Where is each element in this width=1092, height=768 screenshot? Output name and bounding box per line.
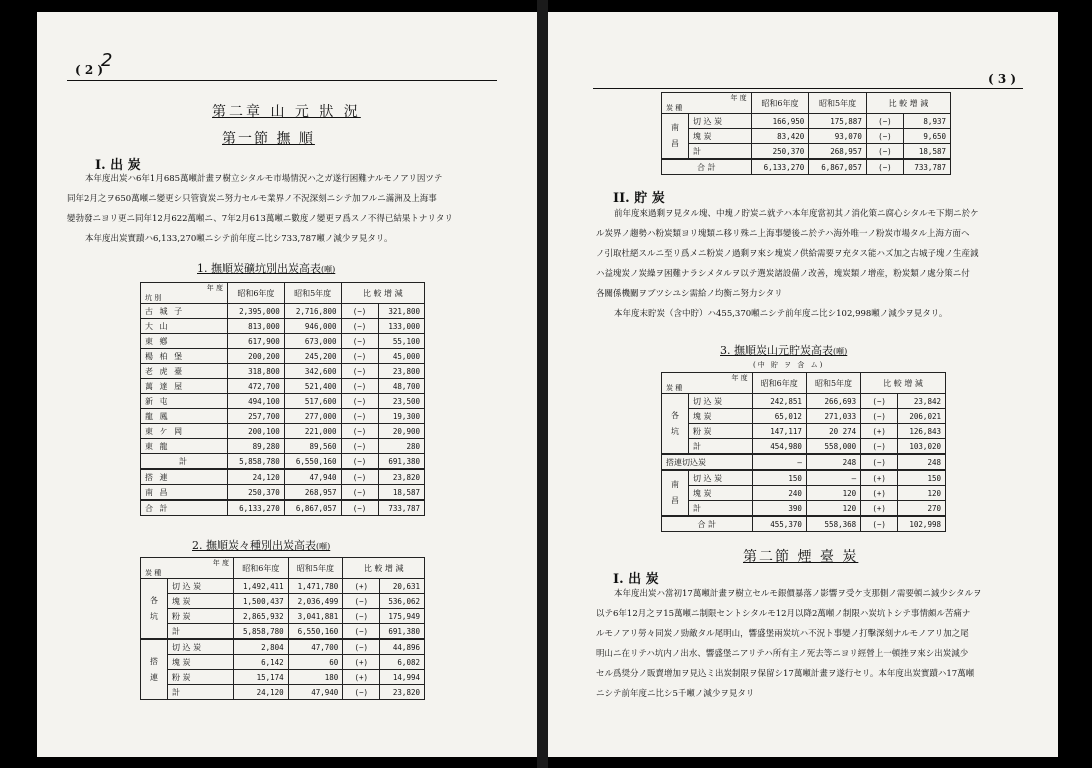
table-row: [662, 470, 946, 486]
paragraph-line: ノ引取杜絕スルニ至リ爲メニ粉炭ノ過剩ヲ來シ塊炭ノ供給需要ヲ充タス能ハズ加之古城子塊ノ生産減: [596, 249, 979, 259]
value-cell: 2,865,932: [234, 609, 289, 624]
value-cell: 6,867,057: [809, 159, 867, 175]
value-cell: 23,500: [378, 394, 424, 409]
value-cell: 6,550,160: [284, 454, 341, 470]
value-cell: 1,492,411: [234, 579, 289, 594]
value-cell: 166,950: [751, 114, 809, 129]
section-title: 第二節 煙 臺 炭: [743, 549, 859, 565]
table-corner-header: [662, 373, 753, 394]
table-row: [662, 409, 946, 424]
value-cell: 8,937: [903, 114, 950, 129]
row-group-label: 南 昌: [662, 114, 689, 160]
value-cell: 250,370: [751, 144, 809, 160]
sign-cell: (−): [343, 609, 380, 624]
value-cell: 733,787: [903, 159, 950, 175]
value-cell: 175,887: [809, 114, 867, 129]
value-cell: 20 274: [806, 424, 860, 439]
sign-cell: (−): [861, 394, 898, 409]
value-cell: 150: [898, 470, 946, 486]
value-cell: 280: [378, 439, 424, 454]
value-cell: 60: [288, 655, 343, 670]
value-cell: 89,560: [284, 439, 341, 454]
table-row: [141, 579, 425, 594]
value-cell: 521,400: [284, 379, 341, 394]
table-row: [662, 486, 946, 501]
table-corner-header: [662, 93, 752, 114]
row-label: 搭連切込炭: [662, 454, 753, 470]
value-cell: 23,842: [898, 394, 946, 409]
value-cell: 23,820: [380, 685, 425, 700]
row-label: 粉 炭: [168, 609, 234, 624]
row-group-label: 南 昌: [662, 470, 689, 516]
table-row: [141, 485, 425, 501]
table-row: [141, 409, 425, 424]
value-cell: 1,471,780: [288, 579, 343, 594]
value-cell: 83,420: [751, 129, 809, 144]
col-header: 昭和5年度: [806, 373, 860, 394]
table-note: (中 貯 ヲ 含 ム): [753, 361, 825, 369]
value-cell: 268,957: [284, 485, 341, 501]
value-cell: 200,200: [228, 349, 285, 364]
value-cell: 617,900: [228, 334, 285, 349]
paragraph-line: セル爲奨分ノ販賣增加ヲ見込ミ出炭制限ヲ保留シ17萬噸計畫ヲ遂行セリ。本年度出炭實蹟ハ17萬噸: [596, 669, 975, 679]
row-label: 塊 炭: [168, 655, 234, 670]
value-cell: 517,600: [284, 394, 341, 409]
value-cell: 9,650: [903, 129, 950, 144]
total-row: [662, 516, 946, 532]
corner-bottom: 炭 種: [145, 569, 162, 577]
value-cell: 15,174: [234, 670, 289, 685]
value-cell: 245,200: [284, 349, 341, 364]
value-cell: 133,000: [378, 319, 424, 334]
header-rule: [67, 80, 497, 81]
value-cell: 20,900: [378, 424, 424, 439]
paragraph-line: ルモノアリ勞々同炭ノ勁敵タル尾明山，響盛堡兩炭坑ハ不況ト事變ノ打擊深刻ナルモノアリ加之尾: [596, 629, 969, 639]
table-row: [141, 379, 425, 394]
value-cell: 277,000: [284, 409, 341, 424]
paragraph-line: 本年度出炭ハ6年1月685萬噸計畫ヲ樹立シタルモ市場情況ハ之ガ遂行困難ナルモノアリ因ツテ: [85, 174, 443, 184]
row-label: 塊 炭: [689, 129, 752, 144]
sign-cell: (−): [341, 304, 378, 319]
row-label: 粉 炭: [689, 424, 753, 439]
row-label: 合 計: [141, 500, 228, 516]
value-cell: 321,800: [378, 304, 424, 319]
paragraph-stock: [596, 204, 979, 324]
sign-cell: (−): [861, 516, 898, 532]
row-label: 南 昌: [141, 485, 228, 501]
row-label: 計: [168, 624, 234, 640]
row-label: 老 虎 臺: [141, 364, 228, 379]
col-header: 昭和6年度: [234, 558, 289, 579]
value-cell: 270: [898, 501, 946, 517]
value-cell: 23,820: [378, 469, 424, 485]
value-cell: 248: [898, 454, 946, 470]
sign-cell: (−): [341, 394, 378, 409]
sign-cell: (+): [343, 655, 380, 670]
value-cell: 691,380: [378, 454, 424, 470]
row-label: 東 龍: [141, 439, 228, 454]
value-cell: 3,041,881: [288, 609, 343, 624]
table-unit: (噸): [833, 347, 848, 356]
value-cell: —: [806, 470, 860, 486]
table-row: [141, 334, 425, 349]
sign-cell: (+): [861, 424, 898, 439]
sign-cell: (−): [343, 624, 380, 640]
value-cell: 14,994: [380, 670, 425, 685]
sign-cell: (+): [861, 501, 898, 517]
corner-top: 年 度: [212, 559, 230, 567]
row-label: 楊 柏 堡: [141, 349, 228, 364]
value-cell: 102,998: [898, 516, 946, 532]
table-row: [662, 454, 946, 470]
value-cell: 180: [288, 670, 343, 685]
value-cell: 47,700: [288, 639, 343, 655]
stock-table: [661, 372, 946, 532]
table-row: [141, 304, 425, 319]
sign-cell: (−): [866, 144, 903, 160]
paragraph-line: 本年度出炭實蹟ハ6,133,270噸ニシテ前年度ニ比シ733,787噸ノ減少ヲ見タリ。: [85, 234, 393, 244]
sign-cell: (−): [861, 454, 898, 470]
value-cell: 206,021: [898, 409, 946, 424]
sign-cell: (−): [341, 439, 378, 454]
table-row: [141, 349, 425, 364]
sign-cell: (−): [341, 485, 378, 501]
row-label: 龍 鳳: [141, 409, 228, 424]
table-title-text: 2. 撫順炭々種別出炭高表: [192, 539, 316, 552]
paragraph-yentai: [596, 584, 981, 704]
value-cell: 240: [752, 486, 806, 501]
row-label: 切 込 炭: [689, 114, 752, 129]
value-cell: 89,280: [228, 439, 285, 454]
table-row: [141, 319, 425, 334]
table-title: [192, 537, 330, 553]
table-row: [662, 501, 946, 517]
row-label: 計: [141, 454, 228, 470]
row-label: 計: [689, 144, 752, 160]
value-cell: 691,380: [380, 624, 425, 640]
corner-top: 年 度: [730, 94, 747, 102]
subsection-title: II. 貯 炭: [613, 191, 665, 206]
value-cell: 455,370: [752, 516, 806, 532]
sign-cell: (−): [341, 364, 378, 379]
sign-cell: (−): [341, 469, 378, 485]
row-label: 東 鄕: [141, 334, 228, 349]
value-cell: 248: [806, 454, 860, 470]
value-cell: 221,000: [284, 424, 341, 439]
sign-cell: (−): [861, 409, 898, 424]
row-label: 計: [689, 439, 753, 455]
value-cell: 946,000: [284, 319, 341, 334]
value-cell: 558,000: [806, 439, 860, 455]
table-row: [141, 394, 425, 409]
table-row: [141, 469, 425, 485]
value-cell: 813,000: [228, 319, 285, 334]
value-cell: 55,100: [378, 334, 424, 349]
sign-cell: (−): [866, 159, 903, 175]
table-corner-header: [141, 283, 228, 304]
table-row: [662, 144, 951, 160]
col-header: 比 較 增 減: [343, 558, 425, 579]
value-cell: 18,587: [378, 485, 424, 501]
row-label: 古 城 子: [141, 304, 228, 319]
row-label: 切 込 炭: [168, 639, 234, 655]
row-group-label: 各 坑: [141, 579, 168, 640]
table-row: [141, 439, 425, 454]
value-cell: 44,896: [380, 639, 425, 655]
value-cell: 6,133,270: [228, 500, 285, 516]
paragraph-output: [67, 169, 453, 249]
value-cell: 2,395,000: [228, 304, 285, 319]
value-cell: 5,858,780: [228, 454, 285, 470]
row-label: 計: [168, 685, 234, 700]
value-cell: 271,033: [806, 409, 860, 424]
corner-top: 年 度: [731, 374, 748, 382]
value-cell: 45,000: [378, 349, 424, 364]
paragraph-line: ニシテ前年度ニ比シ5千噸ノ減少ヲ見タリ: [596, 689, 755, 699]
paragraph-line: 各關係機關ヲブツシユシ需給ノ均衡ニ努力シタリ: [596, 289, 783, 299]
corner-bottom: 坑 別: [145, 294, 162, 302]
value-cell: 266,693: [806, 394, 860, 409]
value-cell: 18,587: [903, 144, 950, 160]
table-row: [141, 624, 425, 640]
row-label: 切 込 炭: [168, 579, 234, 594]
paragraph-line: 變勃發ニヨリ更ニ同年12月622萬噸ニ、7年2月613萬噸ニ數度ノ變更ヲ爲スノ不得已結果トナリタリ: [67, 214, 453, 224]
col-header: 比 較 增 減: [861, 373, 946, 394]
row-label: 塊 炭: [168, 594, 234, 609]
value-cell: 242,851: [752, 394, 806, 409]
table-row: [141, 594, 425, 609]
value-cell: 2,036,499: [288, 594, 343, 609]
value-cell: 6,133,270: [751, 159, 809, 175]
value-cell: 65,012: [752, 409, 806, 424]
table-row: [141, 500, 425, 516]
sign-cell: (−): [343, 639, 380, 655]
sign-cell: (−): [341, 349, 378, 364]
value-cell: 2,716,800: [284, 304, 341, 319]
value-cell: 23,800: [378, 364, 424, 379]
col-header: 昭和6年度: [752, 373, 806, 394]
corner-bottom: 炭 種: [666, 104, 683, 112]
total-row: [662, 159, 951, 175]
value-cell: 494,100: [228, 394, 285, 409]
handwritten-mark: 2: [101, 50, 113, 71]
table-unit: (噸): [316, 542, 331, 551]
sign-cell: (−): [866, 114, 903, 129]
value-cell: 20,631: [380, 579, 425, 594]
page-number: ( 3 ): [988, 72, 1017, 86]
row-label: 萬 達 屋: [141, 379, 228, 394]
value-cell: 47,940: [288, 685, 343, 700]
sign-cell: (−): [341, 500, 378, 516]
row-label: 新 屯: [141, 394, 228, 409]
paragraph-line: 本年度末貯炭（含中貯）ハ455,370噸ニシテ前年度ニ比シ102,998噸ノ減少ヲ見タリ。: [614, 309, 948, 319]
value-cell: 103,020: [898, 439, 946, 455]
value-cell: 2,804: [234, 639, 289, 655]
value-cell: 24,120: [228, 469, 285, 485]
sign-cell: (−): [861, 439, 898, 455]
paragraph-line: 本年度出炭ハ當初17萬噸計畫ヲ樹立セルモ銀價暴落ノ影響ヲ受ケ支那側ノ需要頓ニ減少シタルヲ: [614, 589, 982, 599]
value-cell: 6,142: [234, 655, 289, 670]
table-title: [720, 342, 847, 358]
table-title-text: 1. 撫順炭礦坑別出炭高表: [197, 262, 321, 275]
sign-cell: (−): [341, 379, 378, 394]
table-row: [141, 609, 425, 624]
value-cell: 47,940: [284, 469, 341, 485]
right-page: [548, 12, 1058, 757]
value-cell: 318,800: [228, 364, 285, 379]
chapter-title: 第二章 山 元 狀 況: [212, 104, 361, 120]
row-group-label: 各 坑: [662, 394, 689, 455]
value-cell: 48,700: [378, 379, 424, 394]
table-row: [662, 114, 951, 129]
row-label: 計: [689, 501, 753, 517]
coal-type-output-table: [140, 557, 425, 700]
col-header: 比 較 增 減: [341, 283, 424, 304]
corner-top: 年 度: [206, 284, 223, 292]
sign-cell: (−): [341, 409, 378, 424]
table-row: [141, 424, 425, 439]
row-label: 大 山: [141, 319, 228, 334]
paragraph-line: 同年2月之ヲ650萬噸ニ變更シ只管資炭ニ努力セルモ業界ノ不況深刻ニシテ加フルニ滿洲及上海事: [67, 194, 437, 204]
table-row: [662, 424, 946, 439]
row-label: 東 ケ 岡: [141, 424, 228, 439]
sign-cell: (−): [341, 319, 378, 334]
mine-output-table: [140, 282, 425, 516]
table-row: [662, 129, 951, 144]
value-cell: 1,500,437: [234, 594, 289, 609]
value-cell: 200,100: [228, 424, 285, 439]
col-header: 昭和5年度: [288, 558, 343, 579]
table-row: [662, 394, 946, 409]
col-header: 昭和6年度: [228, 283, 285, 304]
value-cell: 19,300: [378, 409, 424, 424]
row-label: 塊 炭: [689, 409, 753, 424]
paragraph-line: 明山ニ在リテハ坑内ノ出水、響盛堡ニアリテハ所有主ノ死去等ニヨリ經營上一頓挫ヲ來シ出炭減少: [596, 649, 969, 659]
row-label: 合 計: [662, 159, 752, 175]
sign-cell: (−): [343, 594, 380, 609]
value-cell: 268,957: [809, 144, 867, 160]
left-page: [37, 12, 537, 757]
sign-cell: (+): [343, 670, 380, 685]
value-cell: 673,000: [284, 334, 341, 349]
value-cell: 558,368: [806, 516, 860, 532]
table-title: [197, 260, 335, 276]
sign-cell: (+): [861, 486, 898, 501]
value-cell: 175,949: [380, 609, 425, 624]
value-cell: 342,600: [284, 364, 341, 379]
value-cell: 472,700: [228, 379, 285, 394]
sign-cell: (+): [343, 579, 380, 594]
row-label: 粉 炭: [168, 670, 234, 685]
value-cell: 390: [752, 501, 806, 517]
row-label: 合 計: [662, 516, 753, 532]
value-cell: 147,117: [752, 424, 806, 439]
value-cell: 126,843: [898, 424, 946, 439]
col-header: 昭和5年度: [284, 283, 341, 304]
section-title: 第一節 撫 順: [222, 131, 315, 147]
value-cell: 733,787: [378, 500, 424, 516]
book-gutter: [537, 0, 548, 768]
value-cell: 257,700: [228, 409, 285, 424]
table-row: [141, 454, 425, 470]
col-header: 比 較 增 減: [866, 93, 950, 114]
col-header: 昭和6年度: [751, 93, 809, 114]
corner-bottom: 炭 種: [666, 384, 683, 392]
subsection-title: I. 出 炭: [95, 158, 141, 173]
row-label: 搭 連: [141, 469, 228, 485]
page-number: ( 2 ): [75, 63, 104, 77]
sign-cell: (−): [341, 334, 378, 349]
table-row: [141, 364, 425, 379]
continued-output-table: [661, 92, 951, 175]
value-cell: 24,120: [234, 685, 289, 700]
value-cell: 6,550,160: [288, 624, 343, 640]
table-unit: (噸): [321, 265, 336, 274]
row-label: 塊 炭: [689, 486, 753, 501]
value-cell: 120: [806, 501, 860, 517]
header-rule: [593, 88, 1023, 89]
value-cell: 150: [752, 470, 806, 486]
table-row: [141, 685, 425, 700]
paragraph-line: ル炭界ノ趨勢ハ粉炭類ヨリ塊類ニ移リ殊ニ上海事變後ニ於テハ海外唯一ノ粉炭市場タル上海方面ヘ: [596, 229, 970, 239]
sign-cell: (−): [343, 685, 380, 700]
value-cell: 6,082: [380, 655, 425, 670]
value-cell: 120: [806, 486, 860, 501]
row-label: 切 込 炭: [689, 394, 753, 409]
table-row: [141, 639, 425, 655]
table-title-text: 3. 撫順炭山元貯炭高表: [720, 344, 833, 357]
sign-cell: (+): [861, 470, 898, 486]
sign-cell: (−): [341, 454, 378, 470]
value-cell: 93,070: [809, 129, 867, 144]
table-corner-header: [141, 558, 234, 579]
value-cell: —: [752, 454, 806, 470]
value-cell: 454,980: [752, 439, 806, 455]
paragraph-line: 前年度來過剩ヲ見タル塊、中塊ノ貯炭ニ就テハ本年度當初其ノ消化策ニ腐心シタルモ下期ニ於ケ: [614, 209, 979, 219]
value-cell: 6,867,057: [284, 500, 341, 516]
subsection-title: I. 出 炭: [613, 572, 659, 587]
sign-cell: (−): [341, 424, 378, 439]
value-cell: 120: [898, 486, 946, 501]
sign-cell: (−): [866, 129, 903, 144]
table-row: [141, 670, 425, 685]
value-cell: 536,062: [380, 594, 425, 609]
value-cell: 250,370: [228, 485, 285, 501]
col-header: 昭和5年度: [809, 93, 867, 114]
row-group-label: 搭 連: [141, 639, 168, 700]
paragraph-line: ハ益塊炭ノ炭繰ヲ困難ナラシメタルヲ以テ選炭諸設備ノ改善，塊炭類ノ增産，粉炭類ノ處分策ニ付: [596, 269, 970, 279]
row-label: 切 込 炭: [689, 470, 753, 486]
table-row: [141, 655, 425, 670]
value-cell: 5,858,780: [234, 624, 289, 640]
paragraph-line: 以テ6年12月之ヲ15萬噸ニ制限セントシタルモ12月以降2萬噸ノ制限ハ炭坑トシテ事情頗ル苦痛ナ: [596, 609, 971, 619]
table-row: [662, 439, 946, 455]
